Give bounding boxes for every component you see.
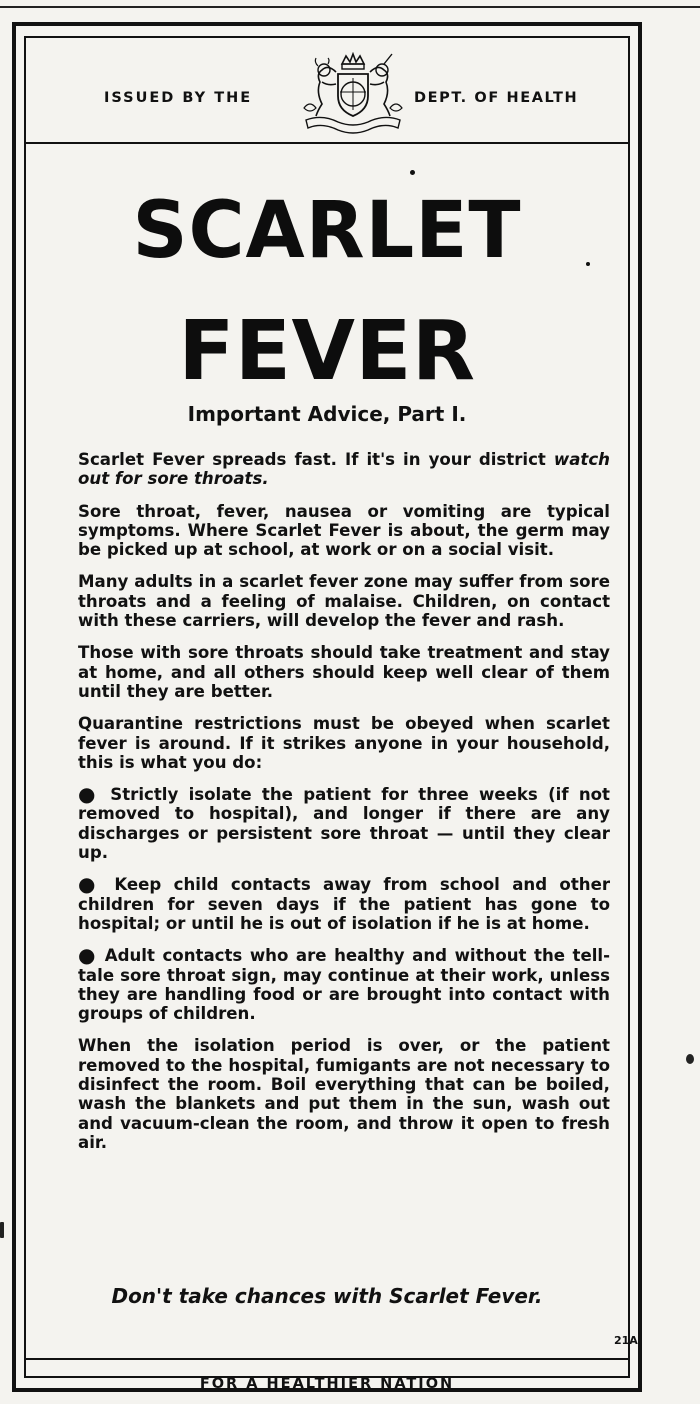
bullet-icon: ● <box>78 782 100 807</box>
title-line-2: FEVER <box>178 304 476 399</box>
paragraph-4: Those with sore throats should take treatment and stay at home, and all others should keep well clear of them until they are better. <box>78 643 610 701</box>
dept-of-health-label: DEPT. OF HEALTH <box>414 90 579 106</box>
ink-speck <box>0 1222 4 1238</box>
closing-slogan: Don't take chances with Scarlet Fever. <box>111 1284 543 1308</box>
paragraph-1-text: Scarlet Fever spreads fast. If it's in your district <box>78 450 554 469</box>
bullet-item-1-text: Strictly isolate the patient for three weeks (if not removed to hospital), and longer if there are any discharges or persistent sore throat — until they clear up. <box>78 785 610 863</box>
bullet-item-3 <box>78 943 611 1024</box>
paragraph-2: Sore throat, fever, nausea or vomiting are typical symptoms. Where Scarlet Fever is about, the germ may be picked up at school, at work or on a social visit. <box>78 501 610 560</box>
paragraph-1-italic: watch out for sore throats. <box>78 450 610 489</box>
footer-band <box>26 1358 628 1392</box>
paragraph-3: Many adults in a scarlet fever zone may suffer from sore throats and a feeling of malaise. Children, on contact with these carriers, will develop the fever and rash. <box>78 572 610 631</box>
bullet-icon: ● <box>78 872 103 897</box>
footer-slogan: FOR A HEALTHIER NATION <box>199 1376 455 1392</box>
bullet-item-1 <box>78 782 610 863</box>
subtitle: Important Advice, Part I. <box>187 402 467 426</box>
ink-speck <box>410 170 415 175</box>
coat-of-arms-icon <box>292 52 414 134</box>
header-band <box>26 38 628 144</box>
paragraph-6: When the isolation period is over, or the patient removed to the hospital, fumigants are not necessary to disinfect the room. Boil everything that can be boiled, wash the blankets and put them in the sun, wash out and vacuum-clean the room, and throw it open to fresh air. <box>78 1036 610 1152</box>
title-line-1: SCARLET <box>132 186 522 276</box>
paragraph-1 <box>78 450 610 489</box>
bullet-item-2 <box>78 872 611 933</box>
advertisement-frame <box>12 22 642 1392</box>
bullet-icon: ● <box>78 943 98 968</box>
ink-speck <box>586 262 590 266</box>
bullet-item-3-text: Adult contacts who are healthy and without the tell-tale sore throat sign, may continue at their work, unless they are handling food or are brought into contact with groups of children. <box>78 946 611 1024</box>
issued-by-label: ISSUED BY THE <box>104 90 253 106</box>
advice-body <box>78 450 610 1165</box>
ink-speck <box>686 1054 694 1064</box>
ad-code: 21A <box>614 1334 638 1347</box>
bullet-item-2-text: Keep child contacts away from school and other children for seven days if the patient has gone to hospital; or until he is out of isolation if he is at home. <box>78 875 611 933</box>
advertisement-inner-border <box>24 36 638 1392</box>
paragraph-5: Quarantine restrictions must be obeyed when scarlet fever is around. If it strikes anyone in your household, this is what you do: <box>78 714 610 772</box>
top-rule <box>0 6 700 8</box>
